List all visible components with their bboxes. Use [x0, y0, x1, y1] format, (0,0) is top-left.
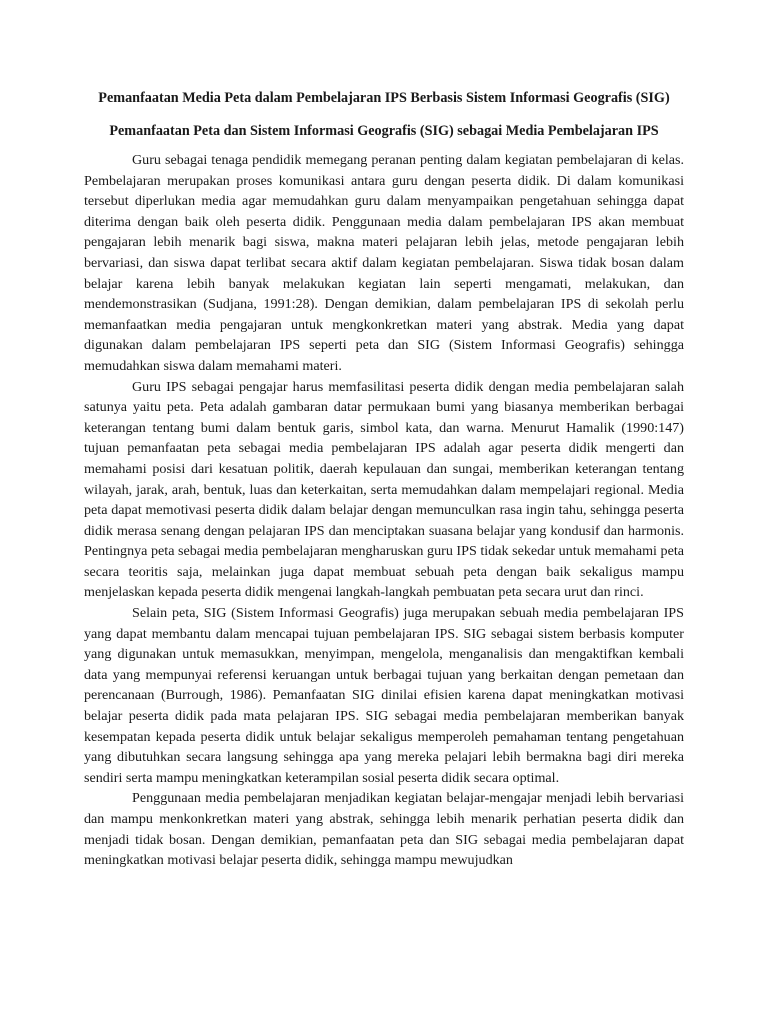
paragraph-2: Guru IPS sebagai pengajar harus memfasilitasi peserta didik dengan media pembelajaran salah satunya yaitu peta. Peta adalah gambaran datar permukaan bumi yang biasanya memberikan berbagai keterangan tentang bumi dalam bentuk garis, simbol kata, dan warna. Menurut Hamalik (1990:147) tujuan pemanfaatan peta sebagai media pembelajaran IPS adalah agar peserta didik mengerti dan memahami posisi dari kesatuan politik, daerah kepulauan dan sungai, memberikan keterangan tentang wilayah, jarak, arah, bentuk, luas dan keterkaitan, serta memudahkan dalam mempelajari regional. Media peta dapat memotivasi peserta didik dalam belajar dengan memunculkan rasa ingin tahu, sehingga peserta didik merasa senang dengan pelajaran IPS dan menciptakan suasana belajar yang kondusif dan harmonis. Pentingnya peta sebagai media pembelajaran mengharuskan guru IPS tidak sekedar untuk memahami peta secara teoritis saja, melainkan juga dapat membuat sebuah peta dengan baik sekaligus mampu menjelaskan kepada peserta didik mengenai langkah-langkah pembuatan peta secara urut dan rinci. — [84, 378, 684, 601]
document-title: Pemanfaatan Media Peta dalam Pembelajaran IPS Berbasis Sistem Informasi Geografis (SIG) — [98, 90, 670, 106]
document-content — [84, 88, 684, 871]
body-text — [84, 150, 684, 871]
paragraph-3: Selain peta, SIG (Sistem Informasi Geografis) juga merupakan sebuah media pembelajaran IPS yang dapat membantu dalam mencapai tujuan pembelajaran IPS. SIG sebagai sistem berbasis komputer yang digunakan untuk memasukkan, menyimpan, mengelola, menganalisis dan mengaktifkan kembali data yang mempunyai referensi keruangan untuk berbagai tujuan yang berkaitan dengan pemetaan dan perencanaan (Burrough, 1986). Pemanfaatan SIG dinilai efisien karena dapat meningkatkan motivasi belajar peserta didik pada mata pelajaran IPS. SIG sebagai media pembelajaran memberikan banyak kesempatan kepada peserta didik untuk belajar sekaligus memperoleh pemahaman tentang pengetahuan yang dibutuhkan secara langsung sehingga apa yang mereka pelajari lebih bermakna bagi diri mereka sendiri serta mampu meningkatkan keterampilan sosial peserta didik secara optimal. — [84, 605, 684, 786]
section-heading: Pemanfaatan Peta dan Sistem Informasi Geografis (SIG) sebagai Media Pembelajaran IPS — [109, 123, 659, 139]
paragraph-4: Penggunaan media pembelajaran menjadikan kegiatan belajar-mengajar menjadi lebih bervariasi dan mampu menkonkretkan materi yang abstrak, sehingga lebih menarik perhatian peserta didik dan menjadi tidak bosan. Dengan demikian, pemanfaatan peta dan SIG sebagai media pembelajaran dapat meningkatkan motivasi belajar peserta didik, sehingga mampu mewujudkan — [84, 790, 684, 869]
paragraph-1: Guru sebagai tenaga pendidik memegang peranan penting dalam kegiatan pembelajaran di kelas. Pembelajaran merupakan proses komunikasi antara guru dengan peserta didik. Di dalam komunikasi tersebut diperlukan media agar memudahkan guru dalam menyampaikan pengetahuan sehingga dapat diterima dengan baik oleh peserta didik. Penggunaan media dalam pembelajaran IPS akan membuat pengajaran lebih menarik bagi siswa, makna materi pelajaran lebih jelas, metode pengajaran lebih bervariasi, dan siswa dapat terlibat secara aktif dalam kegiatan pembelajaran. Siswa tidak bosan dalam belajar karena lebih banyak melakukan kegiatan lain seperti mengamati, melakukan, dan mendemonstrasikan (Sudjana, 1991:28). Dengan demikian, dalam pembelajaran IPS di sekolah perlu memanfaatkan media pengajaran untuk mengkonkretkan materi yang abstrak. Media yang dapat digunakan dalam pembelajaran IPS seperti peta dan SIG (Sistem Informasi Geografis) sehingga memudahkan siswa dalam memahami materi. — [84, 152, 684, 374]
